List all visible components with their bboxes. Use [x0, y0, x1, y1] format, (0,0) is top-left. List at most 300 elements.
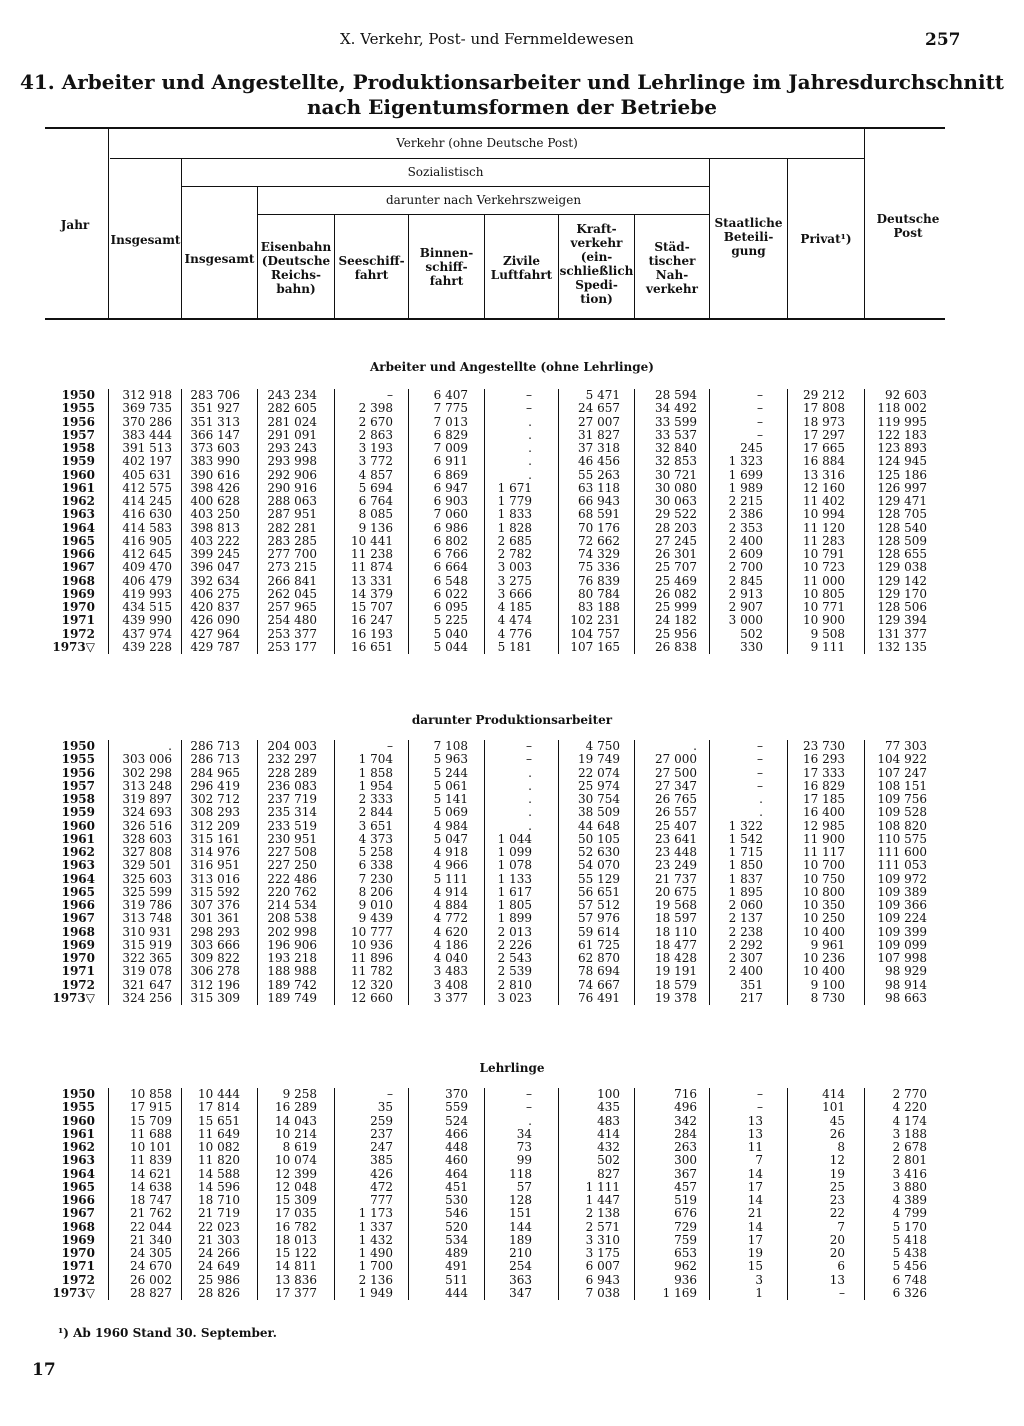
privat-cell: 11 402	[803, 494, 845, 508]
soz-insgesamt-cell: 351 927	[190, 401, 240, 416]
luftfahrt-cell: 1 078	[497, 858, 532, 873]
nahverkehr-cell: 367	[674, 1166, 697, 1181]
privat-cell: 20	[829, 1232, 845, 1247]
eisenbahn-cell: 12 048	[275, 1179, 317, 1194]
table-row	[0, 402, 1024, 415]
table-row	[0, 1260, 1024, 1273]
binnenschiff-cell: 4 884	[433, 898, 468, 912]
insgesamt-cell: 26 002	[130, 1272, 172, 1287]
table-row	[0, 1115, 1024, 1128]
soz-insgesamt-cell: 314 976	[190, 845, 240, 859]
luftfahrt-cell: 4 776	[497, 626, 532, 641]
insgesamt-cell: 24 305	[130, 1246, 172, 1260]
privat-cell: 10 723	[803, 560, 845, 575]
seeschiff-cell: 3 772	[358, 454, 393, 469]
insgesamt-cell: 21 762	[130, 1206, 172, 1221]
kraftverkehr-cell: 78 694	[578, 964, 620, 979]
staatlich-cell: 1 895	[728, 884, 763, 899]
kraftverkehr-cell: 31 827	[578, 427, 620, 442]
binnenschiff-cell: 546	[445, 1206, 468, 1221]
seeschiff-cell: 247	[370, 1140, 393, 1154]
table-row	[0, 482, 1024, 495]
soz-insgesamt-cell: 25 986	[198, 1272, 240, 1287]
kraftverkehr-cell: 76 839	[578, 573, 620, 588]
seeschiff-cell: 6 338	[358, 858, 393, 873]
nahverkehr-cell: 28 203	[655, 520, 697, 535]
nahverkehr-cell: 18 477	[655, 937, 697, 952]
staatlich-cell: 2 292	[728, 937, 763, 952]
kraftverkehr-cell: 435	[597, 1100, 620, 1115]
binnenschiff-cell: 4 620	[433, 924, 468, 939]
soz-insgesamt-cell: 390 616	[190, 467, 240, 482]
eisenbahn-cell: 233 519	[267, 818, 317, 833]
seeschiff-cell: 2 863	[358, 427, 393, 442]
luftfahrt-cell: .	[528, 765, 532, 780]
post-cell: 6 326	[892, 1285, 927, 1300]
post-cell: 129 038	[877, 560, 927, 575]
post-cell: 129 394	[877, 613, 927, 628]
privat-cell: 17 665	[803, 441, 845, 455]
eisenbahn-cell: 257 965	[267, 600, 317, 614]
post-cell: 2 770	[892, 1087, 927, 1101]
col-divider	[709, 389, 710, 654]
soz-insgesamt-cell: 301 361	[190, 911, 240, 926]
table-row	[0, 588, 1024, 601]
table-row	[0, 899, 1024, 912]
seeschiff-cell: 16 247	[351, 613, 393, 628]
post-cell: 110 575	[877, 831, 927, 846]
insgesamt-cell: 310 931	[122, 924, 172, 939]
table-row	[0, 740, 1024, 753]
eisenbahn-cell: 277 700	[267, 547, 317, 561]
post-cell: 132 135	[877, 639, 927, 654]
table-row	[0, 767, 1024, 780]
luftfahrt-cell: 4 474	[497, 613, 532, 628]
eisenbahn-cell: 17 377	[275, 1285, 317, 1300]
table-row	[0, 1088, 1024, 1101]
verkehr-group-rule	[110, 158, 865, 159]
nahverkehr-cell: 25 707	[655, 560, 697, 575]
kraftverkehr-cell: 100	[597, 1087, 620, 1101]
soz-insgesamt-cell: 403 250	[190, 507, 240, 522]
year-cell: 1971	[61, 613, 95, 628]
post-cell: 5 170	[892, 1219, 927, 1234]
year-cell: 1966	[61, 1193, 95, 1207]
eisenbahn-cell: 293 243	[267, 441, 317, 455]
luftfahrt-cell: .	[528, 467, 532, 482]
binnenschiff-cell: 3 483	[433, 964, 468, 979]
binnenschiff-cell: 520	[445, 1219, 468, 1234]
insgesamt-cell: 412 645	[122, 547, 172, 561]
post-cell: 128 540	[877, 520, 927, 535]
luftfahrt-cell: .	[528, 792, 532, 806]
luftfahrt-cell: 3 003	[497, 560, 532, 575]
privat-cell: 9 961	[810, 937, 845, 952]
luftfahrt-cell: 4 185	[497, 600, 532, 614]
year-cell: 1960	[61, 818, 95, 833]
col-divider	[257, 1088, 258, 1300]
table-row	[0, 548, 1024, 561]
soz-insgesamt-cell: 307 376	[190, 898, 240, 912]
seeschiff-cell: 3 651	[358, 818, 393, 833]
running-head: X. Verkehr, Post- und Fernmeldewesen	[340, 30, 634, 48]
col-divider	[257, 740, 258, 1005]
seeschiff-cell: 11 896	[351, 951, 393, 965]
binnenschiff-cell: 6 869	[433, 467, 468, 482]
kraftverkehr-cell: 56 651	[578, 884, 620, 899]
kraftverkehr-cell: 70 176	[578, 520, 620, 535]
seeschiff-cell: 9 010	[358, 898, 393, 912]
binnenschiff-cell: 4 772	[433, 911, 468, 926]
eisenbahn-cell: 8 619	[282, 1140, 317, 1154]
col-divider	[634, 389, 635, 654]
group-header-darunter: darunter nach Verkehrszweigen	[385, 193, 582, 207]
table-row	[0, 416, 1024, 429]
kraftverkehr-cell: 30 754	[578, 792, 620, 806]
seeschiff-cell: 11 874	[351, 560, 393, 575]
col-divider	[408, 740, 409, 1005]
kraftverkehr-cell: 57 976	[578, 911, 620, 926]
table-row	[0, 1274, 1024, 1287]
staatlich-cell: 2 060	[728, 898, 763, 912]
insgesamt-cell: 409 470	[122, 560, 172, 575]
year-cell: 1964	[61, 1166, 95, 1181]
post-cell: 119 995	[877, 414, 927, 429]
insgesamt-cell: 405 631	[122, 467, 172, 482]
col-divider	[709, 1088, 710, 1300]
insgesamt-cell: 324 693	[122, 805, 172, 820]
seeschiff-cell: 1 173	[358, 1206, 393, 1221]
title-line-1: 41. Arbeiter und Angestellte, Produktionsarbeiter und Lehrlinge im Jahresdurchschnitt	[19, 70, 1005, 94]
year-cell: 1973▽	[52, 990, 95, 1005]
year-cell: 1955	[61, 752, 95, 767]
year-cell: 1965	[61, 1179, 95, 1194]
seeschiff-cell: –	[387, 739, 393, 753]
folio-number: 17	[32, 1360, 56, 1380]
soz-insgesamt-cell: 315 309	[190, 990, 240, 1005]
year-cell: 1962	[61, 1140, 95, 1154]
soz-insgesamt-cell: 284 965	[190, 765, 240, 780]
seeschiff-cell: 12 660	[351, 990, 393, 1005]
col-divider	[408, 1088, 409, 1300]
eisenbahn-cell: 243 234	[267, 388, 317, 402]
seeschiff-cell: 13 331	[351, 573, 393, 588]
kraftverkehr-cell: 46 456	[578, 454, 620, 469]
seeschiff-cell: 5 258	[358, 845, 393, 859]
col-divider	[864, 389, 865, 654]
binnenschiff-cell: 4 966	[433, 858, 468, 873]
col-divider	[257, 389, 258, 654]
nahverkehr-cell: 34 492	[655, 401, 697, 416]
soz-insgesamt-cell: 21 303	[198, 1232, 240, 1247]
insgesamt-cell: 312 918	[122, 388, 172, 402]
binnenschiff-cell: 6 095	[433, 600, 468, 614]
nahverkehr-cell: 26 301	[655, 547, 697, 561]
kraftverkehr-cell: 22 074	[578, 765, 620, 780]
staatlich-cell: 1 699	[728, 467, 763, 482]
luftfahrt-cell: .	[528, 454, 532, 469]
table-row	[0, 469, 1024, 482]
seeschiff-cell: 472	[370, 1179, 393, 1194]
kraftverkehr-cell: 6 007	[585, 1259, 620, 1274]
insgesamt-cell: .	[168, 739, 172, 753]
col-divider	[181, 740, 182, 1005]
kraftverkehr-cell: 62 870	[578, 951, 620, 965]
post-cell: 3 880	[892, 1179, 927, 1194]
kraftverkehr-cell: 54 070	[578, 858, 620, 873]
soz-insgesamt-cell: 309 822	[190, 951, 240, 965]
staatlich-cell: –	[757, 427, 763, 442]
post-cell: 111 053	[877, 858, 927, 873]
table-row	[0, 601, 1024, 614]
table-row	[0, 753, 1024, 766]
insgesamt-cell: 416 630	[122, 507, 172, 522]
post-cell: 109 972	[877, 871, 927, 886]
seeschiff-cell: 5 694	[358, 480, 393, 495]
privat-cell: 17 297	[803, 427, 845, 442]
col-header-eisenbahn: Eisenbahn (Deutsche Reichs- bahn)	[260, 240, 332, 296]
privat-cell: 16 829	[803, 778, 845, 793]
kraftverkehr-cell: 2 571	[585, 1219, 620, 1234]
soz-insgesamt-cell: 399 245	[190, 547, 240, 561]
staatlich-cell: –	[757, 414, 763, 429]
post-cell: 4 174	[892, 1113, 927, 1128]
section-title: Lehrlinge	[479, 1061, 545, 1075]
col-divider	[634, 740, 635, 1005]
luftfahrt-cell: 347	[509, 1285, 532, 1300]
binnenschiff-cell: 5 040	[433, 626, 468, 641]
kraftverkehr-cell: 63 118	[578, 480, 620, 495]
nahverkehr-cell: 29 522	[655, 507, 697, 522]
staatlich-cell: 1 989	[728, 480, 763, 495]
binnenschiff-cell: 444	[445, 1285, 468, 1300]
seeschiff-cell: 237	[370, 1126, 393, 1141]
eisenbahn-cell: 266 841	[267, 573, 317, 588]
eisenbahn-cell: 230 951	[267, 831, 317, 846]
seeschiff-cell: 385	[370, 1153, 393, 1168]
soz-insgesamt-cell: 398 426	[190, 480, 240, 495]
eisenbahn-cell: 222 486	[267, 871, 317, 886]
eisenbahn-cell: 293 998	[267, 454, 317, 469]
insgesamt-cell: 412 575	[122, 480, 172, 495]
luftfahrt-cell: 2 810	[497, 977, 532, 992]
staatlich-cell: 13	[747, 1126, 763, 1141]
col-divider	[787, 389, 788, 654]
seeschiff-cell: 6 764	[358, 494, 393, 508]
privat-cell: 7	[837, 1219, 845, 1234]
nahverkehr-cell: 18 597	[655, 911, 697, 926]
insgesamt-cell: 15 709	[130, 1113, 172, 1128]
privat-cell: 16 293	[803, 752, 845, 767]
nahverkehr-cell: 23 641	[655, 831, 697, 846]
seeschiff-cell: 16 651	[351, 639, 393, 654]
col-header-jahr: Jahr	[60, 218, 90, 232]
seeschiff-cell: 3 193	[358, 441, 393, 455]
kraftverkehr-cell: 75 336	[578, 560, 620, 575]
col-divider	[181, 158, 182, 319]
binnenschiff-cell: 511	[445, 1272, 468, 1287]
luftfahrt-cell: 2 543	[497, 951, 532, 965]
eisenbahn-cell: 10 074	[275, 1153, 317, 1168]
year-cell: 1964	[61, 871, 95, 886]
luftfahrt-cell: 1 617	[497, 884, 532, 899]
soz-insgesamt-cell: 316 951	[190, 858, 240, 873]
insgesamt-cell: 369 735	[122, 401, 172, 416]
privat-cell: 10 800	[803, 884, 845, 899]
year-cell: 1957	[61, 427, 95, 442]
privat-cell: 12	[829, 1153, 845, 1168]
year-cell: 1973▽	[52, 1285, 95, 1300]
luftfahrt-cell: 254	[509, 1259, 532, 1274]
col-header-luftfahrt: Zivile Luftfahrt	[490, 254, 553, 282]
post-cell: 5 438	[892, 1246, 927, 1260]
seeschiff-cell: 9 439	[358, 911, 393, 926]
luftfahrt-cell: 1 899	[497, 911, 532, 926]
col-header-kraftverkehr: Kraft- verkehr (ein- schließlich Spedi- tion)	[559, 222, 634, 306]
kraftverkehr-cell: 104 757	[570, 626, 620, 641]
privat-cell: 414	[822, 1087, 845, 1101]
insgesamt-cell: 10 101	[130, 1140, 172, 1154]
insgesamt-cell: 416 905	[122, 533, 172, 548]
privat-cell: 13 316	[803, 467, 845, 482]
insgesamt-cell: 419 993	[122, 586, 172, 601]
nahverkehr-cell: 27 245	[655, 533, 697, 548]
post-cell: 4 799	[892, 1206, 927, 1221]
year-cell: 1968	[61, 1219, 95, 1234]
staatlich-cell: 2 400	[728, 964, 763, 979]
insgesamt-cell: 22 044	[130, 1219, 172, 1234]
binnenschiff-cell: 3 408	[433, 977, 468, 992]
soz-insgesamt-cell: 406 275	[190, 586, 240, 601]
eisenbahn-cell: 237 719	[267, 792, 317, 806]
binnenschiff-cell: 6 829	[433, 427, 468, 442]
table-row	[0, 641, 1024, 654]
eisenbahn-cell: 228 289	[267, 765, 317, 780]
privat-cell: 13	[829, 1272, 845, 1287]
privat-cell: 101	[822, 1100, 845, 1115]
soz-insgesamt-cell: 312 196	[190, 977, 240, 992]
table-row	[0, 912, 1024, 925]
nahverkehr-cell: 1 169	[662, 1285, 697, 1300]
col-divider	[634, 1088, 635, 1300]
year-cell: 1967	[61, 1206, 95, 1221]
soz-insgesamt-cell: 302 712	[190, 792, 240, 806]
soz-insgesamt-cell: 14 588	[198, 1166, 240, 1181]
luftfahrt-cell: –	[526, 1100, 532, 1115]
staatlich-cell: 17	[747, 1179, 763, 1194]
eisenbahn-cell: 202 998	[267, 924, 317, 939]
post-cell: 109 399	[877, 924, 927, 939]
soz-insgesamt-cell: 286 713	[190, 752, 240, 767]
luftfahrt-cell: 1 133	[497, 871, 532, 886]
nahverkehr-cell: 18 428	[655, 951, 697, 965]
insgesamt-cell: 406 479	[122, 573, 172, 588]
table-row	[0, 793, 1024, 806]
nahverkehr-cell: 284	[674, 1126, 697, 1141]
binnenschiff-cell: 491	[445, 1259, 468, 1274]
soz-insgesamt-cell: 283 706	[190, 388, 240, 402]
insgesamt-cell: 439 228	[122, 639, 172, 654]
binnenschiff-cell: 5 069	[433, 805, 468, 820]
insgesamt-cell: 325 599	[122, 884, 172, 899]
col-header-staatlich: Staatliche Beteili- gung	[714, 216, 783, 258]
luftfahrt-cell: .	[528, 1113, 532, 1128]
eisenbahn-cell: 13 836	[275, 1272, 317, 1287]
luftfahrt-cell: 1 828	[497, 520, 532, 535]
nahverkehr-cell: 24 182	[655, 613, 697, 628]
table-row	[0, 873, 1024, 886]
kraftverkehr-cell: 3 310	[585, 1232, 620, 1247]
privat-cell: 45	[829, 1113, 845, 1128]
col-header-binnenschiff: Binnen- schiff- fahrt	[419, 246, 474, 288]
privat-cell: 10 994	[803, 507, 845, 522]
table-row	[0, 628, 1024, 641]
soz-insgesamt-cell: 11 649	[198, 1126, 240, 1141]
post-cell: 98 914	[885, 977, 927, 992]
insgesamt-cell: 313 748	[122, 911, 172, 926]
staatlich-cell: 217	[740, 990, 763, 1005]
col-divider	[181, 389, 182, 654]
kraftverkehr-cell: 6 943	[585, 1272, 620, 1287]
post-cell: 2 678	[892, 1140, 927, 1154]
year-cell: 1966	[61, 547, 95, 561]
eisenbahn-cell: 196 906	[267, 937, 317, 952]
staatlich-cell: 2 400	[728, 533, 763, 548]
post-cell: 109 224	[877, 911, 927, 926]
table-row	[0, 992, 1024, 1005]
seeschiff-cell: 10 777	[351, 924, 393, 939]
privat-cell: 9 508	[810, 626, 845, 641]
post-cell: 129 170	[877, 586, 927, 601]
post-cell: 92 603	[885, 388, 927, 402]
year-cell: 1970	[61, 951, 95, 965]
privat-cell: 10 400	[803, 964, 845, 979]
nahverkehr-cell: 30 721	[655, 467, 697, 482]
insgesamt-cell: 10 858	[130, 1087, 172, 1101]
staatlich-cell: 3	[755, 1272, 763, 1287]
post-cell: 104 922	[877, 752, 927, 767]
col-header-nahverkehr: Städ- tischer Nah- verkehr	[646, 240, 698, 296]
luftfahrt-cell: 1 779	[497, 494, 532, 508]
eisenbahn-cell: 12 399	[275, 1166, 317, 1181]
soz-insgesamt-cell: 400 628	[190, 494, 240, 508]
luftfahrt-cell: 1 805	[497, 898, 532, 912]
binnenschiff-cell: 6 903	[433, 494, 468, 508]
soz-insgesamt-cell: 14 596	[198, 1179, 240, 1194]
nahverkehr-cell: 457	[674, 1179, 697, 1194]
staatlich-cell: 502	[740, 626, 763, 641]
title-line-2: nach Eigentumsformen der Betriebe	[307, 95, 717, 119]
eisenbahn-cell: 253 377	[267, 626, 317, 641]
nahverkehr-cell: 25 999	[655, 600, 697, 614]
year-cell: 1971	[61, 964, 95, 979]
nahverkehr-cell: 27 500	[655, 765, 697, 780]
year-cell: 1968	[61, 924, 95, 939]
seeschiff-cell: 777	[370, 1193, 393, 1207]
group-header-sozialistisch: Sozialistisch	[407, 165, 484, 179]
staatlich-cell: 7	[755, 1153, 763, 1168]
soz-insgesamt-cell: 22 023	[198, 1219, 240, 1234]
kraftverkehr-cell: 68 591	[578, 507, 620, 522]
kraftverkehr-cell: 80 784	[578, 586, 620, 601]
insgesamt-cell: 322 365	[122, 951, 172, 965]
nahverkehr-cell: 30 080	[655, 480, 697, 495]
soz-insgesamt-cell: 392 634	[190, 573, 240, 588]
soz-insgesamt-cell: 17 814	[198, 1100, 240, 1115]
soz-insgesamt-cell: 308 293	[190, 805, 240, 820]
privat-cell: 25	[829, 1179, 845, 1194]
nahverkehr-cell: 30 063	[655, 494, 697, 508]
